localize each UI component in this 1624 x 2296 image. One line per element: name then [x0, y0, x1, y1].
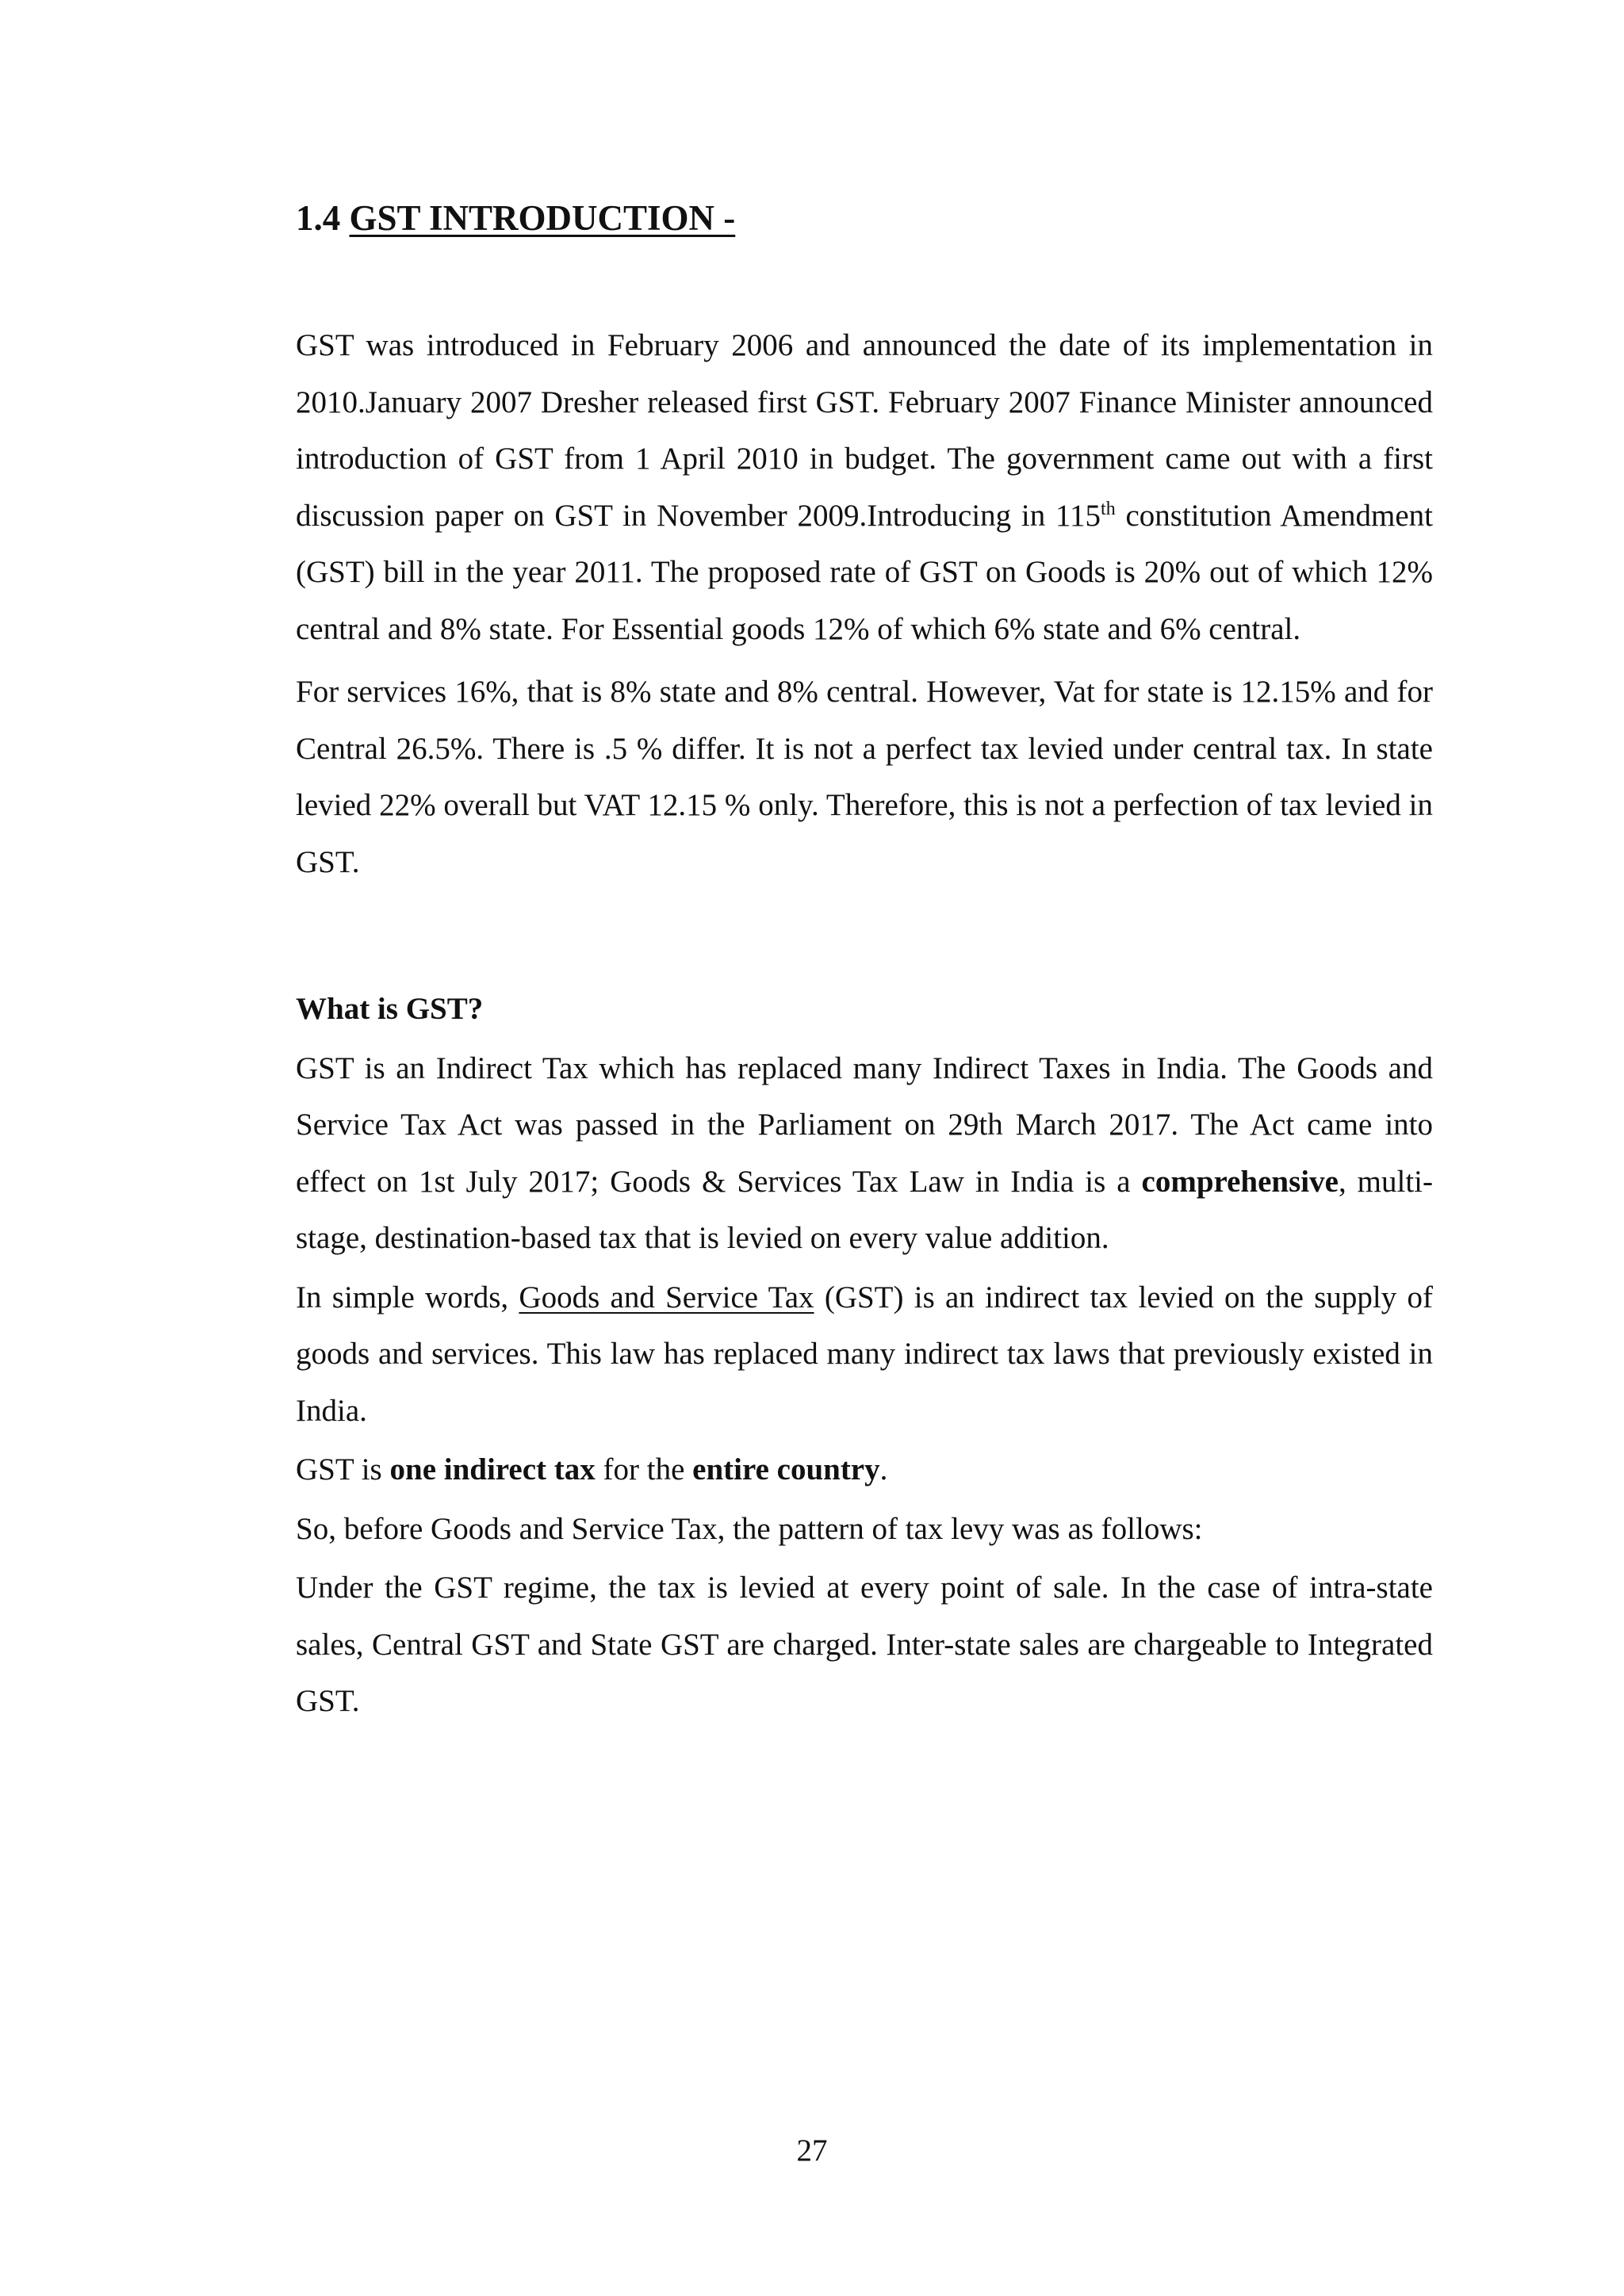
intro-paragraph-2: For services 16%, that is 8% state and 8% central. However, Vat for state is 12.15% and for Central 26.5%. There is .5 % differ. It is not a perfect tax levied under central tax. In state levied 22% overall but VAT 12.15 % only. Therefore, this is not a perfection of tax levied in GST.	[296, 675, 1433, 879]
what-is-gst-paragraph-5: Under the GST regime, the tax is levied at every point of sale. In the case of intra-state sales, Central GST and State GST are charged. Inter-state sales are chargeable to Integrated GST.	[296, 1571, 1433, 1718]
wig-p3-text-c: .	[879, 1452, 888, 1487]
what-is-gst-paragraph-3	[296, 1441, 1433, 1498]
section-title: GST INTRODUCTION -	[349, 198, 736, 238]
wig-p2-text-b: (GST) is an indirect tax levied on the supply of goods and services. This law has replaced many indirect tax laws that previously existed in India.	[296, 1280, 1434, 1428]
what-is-gst-paragraph-1	[296, 1040, 1433, 1267]
what-is-gst-heading: What is GST?	[296, 992, 484, 1026]
wig-p3-text-a: GST is	[296, 1452, 390, 1487]
wig-p1-text-b: , multi-stage, destination-based tax that is levied on every value addition.	[296, 1164, 1433, 1255]
page-number: 27	[796, 2133, 828, 2168]
section-number: 1.4	[296, 198, 341, 238]
wig-p3-bold-1: one indirect tax	[389, 1452, 596, 1487]
what-is-gst-paragraph-4: So, before Goods and Service Tax, the pattern of tax levy was as follows:	[296, 1511, 1203, 1546]
page-content	[296, 190, 1433, 1730]
intro-paragraph-1	[296, 317, 1433, 657]
wig-p2-text-a: In simple words,	[296, 1280, 519, 1314]
goods-and-service-tax-link[interactable]: Goods and Service Tax	[519, 1280, 814, 1314]
intro-p1-text-a: GST was introduced in February 2006 and announced the date of its implementation in 2010.January 2007 Dresher released first GST. February 2007 Finance Minister announced introduction of GST from 1 April 2010 in budget. The government came out with a first discussion paper on GST in November 2009.Introducing in 115	[296, 328, 1433, 533]
wig-p1-bold: comprehensive	[1141, 1164, 1339, 1199]
section-heading	[296, 190, 1433, 246]
what-is-gst-paragraph-2	[296, 1269, 1433, 1440]
ordinal-superscript: th	[1101, 498, 1116, 519]
wig-p3-bold-2: entire country	[692, 1452, 880, 1487]
intro-p1-text-b: constitution Amendment (GST) bill in the year 2011. The proposed rate of GST on Goods is 20% out of which 12% central and 8% state. For Essential goods 12% of which 6% state and 6% central.	[296, 498, 1433, 646]
wig-p1-text-a: GST is an Indirect Tax which has replaced many Indirect Taxes in India. The Goods and Service Tax Act was passed in the Parliament on 29th March 2017. The Act came into effect on 1st July 2017; Goods & Services Tax Law in India is a	[296, 1050, 1433, 1199]
wig-p3-text-b: for the	[595, 1452, 693, 1487]
